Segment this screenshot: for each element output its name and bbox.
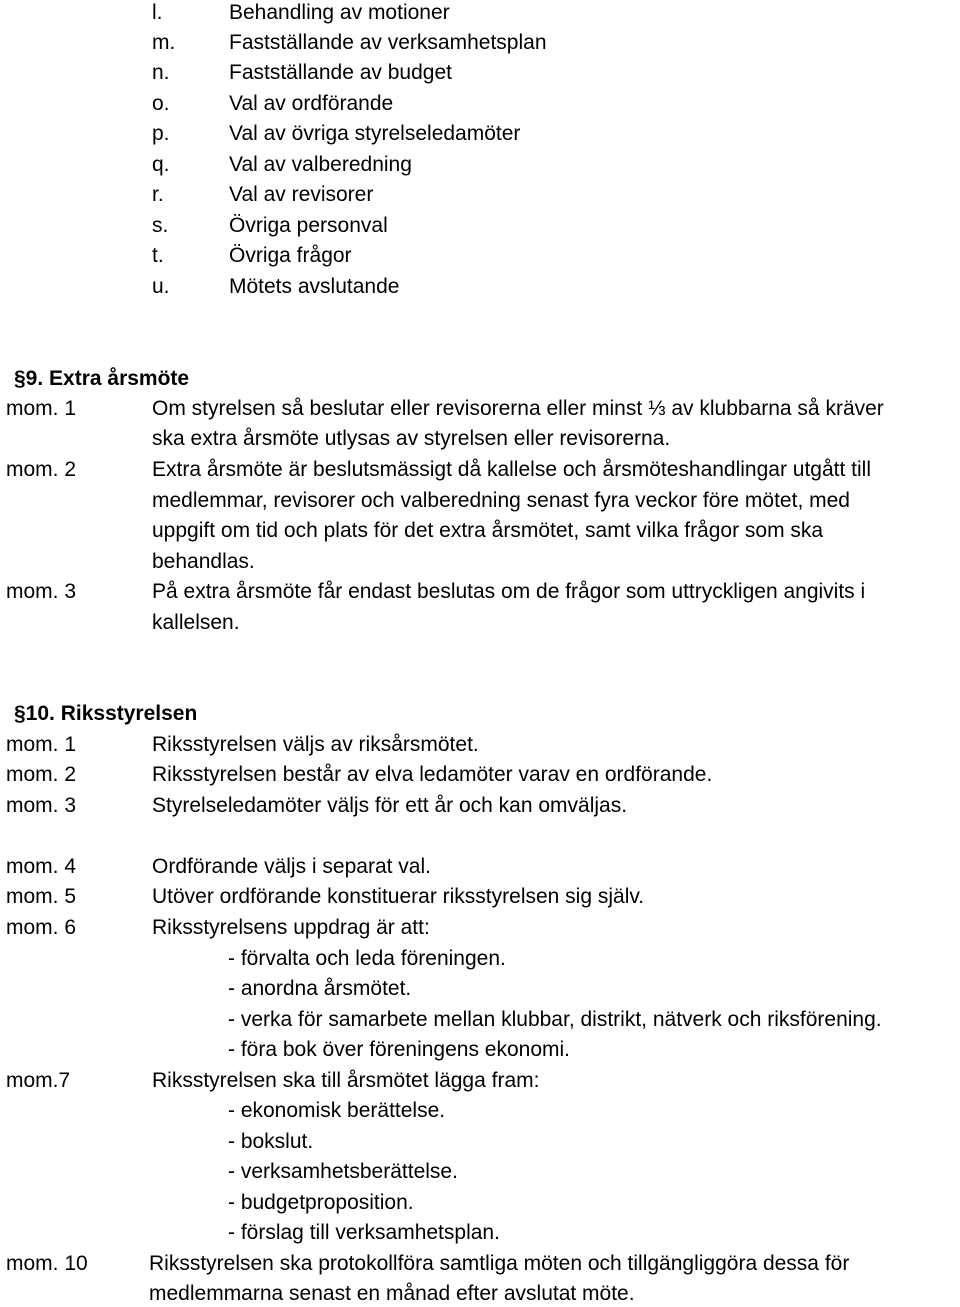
mom-label: mom. 10 <box>6 1252 88 1275</box>
agenda-letter: l. <box>152 1 163 24</box>
agenda-item: Val av revisorer <box>229 183 374 206</box>
agenda-letter: p. <box>152 122 170 145</box>
mom-text: Ordförande väljs i separat val. <box>152 855 431 878</box>
agenda-letter: t. <box>152 244 164 267</box>
agenda-item: Behandling av motioner <box>229 1 450 24</box>
mom-text: ska extra årsmöte utlysas av styrelsen eller revisorerna. <box>152 427 671 450</box>
mom-text: Riksstyrelsen ska till årsmötet lägga fram: <box>152 1069 540 1092</box>
agenda-item: Val av övriga styrelseledamöter <box>229 122 521 145</box>
agenda-item: Fastställande av verksamhetsplan <box>229 31 547 54</box>
bullet-item: - förslag till verksamhetsplan. <box>228 1221 500 1244</box>
agenda-letter: r. <box>152 183 164 206</box>
mom-label: mom. 3 <box>6 794 77 817</box>
section-heading: §9. Extra årsmöte <box>14 367 190 390</box>
agenda-item: Val av ordförande <box>229 92 394 115</box>
bullet-item: - bokslut. <box>228 1130 314 1153</box>
mom-label: mom. 1 <box>6 397 77 420</box>
mom-text: medlemmarna senast en månad efter avslutat möte. <box>149 1282 635 1305</box>
agenda-letter: n. <box>152 61 170 84</box>
mom-label: mom. 2 <box>6 763 77 786</box>
bullet-item: - verksamhetsberättelse. <box>228 1160 458 1183</box>
mom-text: kallelsen. <box>152 611 240 634</box>
agenda-letter: q. <box>152 153 170 176</box>
agenda-letter: o. <box>152 92 170 115</box>
agenda-item: Fastställande av budget <box>229 61 452 84</box>
mom-text: Om styrelsen så beslutar eller revisorerna eller minst ⅓ av klubbarna så kräver <box>152 397 884 420</box>
mom-text: Riksstyrelsen väljs av riksårsmötet. <box>152 733 479 756</box>
mom-label: mom. 1 <box>6 733 77 756</box>
mom-text: Styrelseledamöter väljs för ett år och kan omväljas. <box>152 794 628 817</box>
bullet-item: - anordna årsmötet. <box>228 977 412 1000</box>
mom-text: behandlas. <box>152 550 255 573</box>
mom-text: uppgift om tid och plats för det extra årsmötet, samt vilka frågor som ska <box>152 519 824 542</box>
mom-text: Extra årsmöte är beslutsmässigt då kallelse och årsmöteshandlingar utgått till <box>152 458 872 481</box>
agenda-letter: s. <box>152 214 169 237</box>
mom-label: mom.7 <box>6 1069 71 1092</box>
bullet-item: - föra bok över föreningens ekonomi. <box>228 1038 571 1061</box>
mom-text: Riksstyrelsens uppdrag är att: <box>152 916 430 939</box>
agenda-item: Övriga frågor <box>229 244 352 267</box>
bullet-item: - förvalta och leda föreningen. <box>228 947 506 970</box>
mom-label: mom. 3 <box>6 580 77 603</box>
section-heading: §10. Riksstyrelsen <box>14 702 198 725</box>
mom-text: medlemmar, revisorer och valberedning senast fyra veckor före mötet, med <box>152 489 850 512</box>
agenda-item: Mötets avslutande <box>229 275 400 298</box>
bullet-item: - budgetproposition. <box>228 1191 414 1214</box>
agenda-item: Val av valberedning <box>229 153 412 176</box>
agenda-letter: u. <box>152 275 170 298</box>
mom-text: Riksstyrelsen består av elva ledamöter varav en ordförande. <box>152 763 713 786</box>
mom-label: mom. 5 <box>6 885 77 908</box>
mom-label: mom. 2 <box>6 458 77 481</box>
agenda-letter: m. <box>152 31 176 54</box>
mom-text: Utöver ordförande konstituerar riksstyrelsen sig själv. <box>152 885 645 908</box>
mom-label: mom. 6 <box>6 916 77 939</box>
bullet-item: - ekonomisk berättelse. <box>228 1099 446 1122</box>
agenda-item: Övriga personval <box>229 214 388 237</box>
mom-text: Riksstyrelsen ska protokollföra samtliga möten och tillgängliggöra dessa för <box>149 1252 850 1275</box>
mom-text: På extra årsmöte får endast beslutas om de frågor som uttryckligen angivits i <box>152 580 866 603</box>
mom-label: mom. 4 <box>6 855 77 878</box>
bullet-item: - verka för samarbete mellan klubbar, distrikt, nätverk och riksförening. <box>228 1008 882 1031</box>
